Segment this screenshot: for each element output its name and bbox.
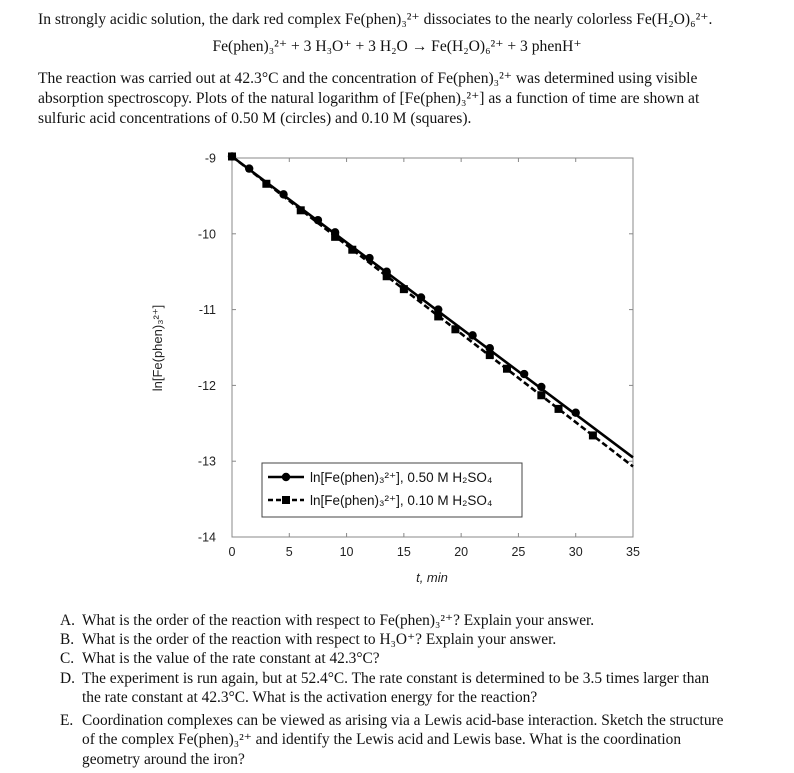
legend-marker-circle [282,473,290,481]
series-2-point [486,351,494,359]
intro-paragraph-line-2: absorption spectroscopy. Plots of the natural logarithm of [Fe(phen)₃²⁺] as a function of time are shown at [38,90,700,107]
question-b-line-1: What is the order of the reaction with respect to H₃O⁺? Explain your answer. [82,631,557,648]
x-tick-label: 30 [568,545,583,559]
question-a-line-1: What is the order of the reaction with respect to Fe(phen)₃²⁺? Explain your answer. [82,612,595,629]
series-2-point [262,180,270,188]
legend-marker-square [282,496,290,504]
y-axis-label: ln[Fe(phen)₃²⁺] [150,304,165,392]
series-2-point [555,405,563,413]
question-c-line-1: What is the value of the rate constant at 42.3°C? [82,650,380,667]
series-1-point [537,383,545,391]
question-d-line-2: the rate constant at 42.3°C. What is the activation energy for the reaction? [82,689,538,707]
series-2-point [331,233,339,241]
question-d-label: D. [60,670,75,687]
series-2-point [589,431,597,439]
y-tick-label: -13 [197,454,216,469]
intro-line-1: In strongly acidic solution, the dark red complex Fe(phen)₃²⁺ dissociates to the nearly colorless Fe(H₂O)₆²⁺. [38,11,713,28]
fit-lines [232,156,633,466]
question-d-line-1: The experiment is run again, but at 52.4°C. The rate constant is determined to be 3.5 times larger than [82,670,710,687]
x-tick-label: 20 [454,545,469,559]
y-tick-label: -10 [197,227,216,242]
series-2-fit-line [232,156,633,466]
question-e-line-3: geometry around the iron? [82,750,245,768]
series-2-point [297,206,305,214]
intro-paragraph-line-1: The reaction was carried out at 42.3°C and the concentration of Fe(phen)₃²⁺ was determined using visible [38,70,698,87]
question-e-line-2: of the complex Fe(phen)₃²⁺ and identify the Lewis acid and Lewis base. What is the coordination [82,731,682,749]
series-1-point [520,370,528,378]
series-2-point [400,285,408,293]
series-2-point [228,152,236,160]
legend-label-series-2: ln[Fe(phen)₃²⁺], 0.10 M H₂SO₄ [310,493,493,508]
series-1-point [314,216,322,224]
series-2-point [503,365,511,373]
y-tick-label: -11 [198,303,216,318]
legend [262,463,522,517]
series-1-point [279,190,287,198]
series-1-point [468,331,476,339]
x-tick-label: 25 [511,545,526,559]
x-tick-label: 10 [339,545,354,559]
intro-paragraph-line-3: sulfuric acid concentrations of 0.50 M (circles) and 0.10 M (squares). [38,110,472,127]
reaction-equation: Fe(phen)₃²⁺ + 3 H₃O⁺ + 3 H₂O → Fe(H₂O)₆²⁺ + 3 phenH⁺ [212,38,582,55]
series-2-point [348,246,356,254]
y-tick-label: -9 [204,151,216,166]
y-tick-label: -14 [197,530,216,545]
x-tick-label: 5 [285,545,293,559]
question-a-label: A. [60,612,75,629]
x-axis-label: t, min [416,570,448,585]
series-1-point [572,408,580,416]
series-2-point [537,391,545,399]
series-1-point [365,254,373,262]
y-tick-label: -12 [197,378,216,393]
legend-label-series-1: ln[Fe(phen)₃²⁺], 0.50 M H₂SO₄ [310,470,493,485]
question-e-label: E. [60,712,74,729]
question-b-label: B. [60,631,75,648]
x-tick-label: 0 [228,545,236,559]
series-2-point [451,325,459,333]
question-c-label: C. [60,650,75,667]
question-e-line-1: Coordination complexes can be viewed as arising via a Lewis acid-base interaction. Sketch the structure [82,712,724,729]
series-2-point [383,272,391,280]
series-1-point [417,293,425,301]
x-tick-label: 15 [396,545,411,559]
series-1-point [245,164,253,172]
series-2-point [434,312,442,320]
x-tick-label: 35 [626,545,640,559]
